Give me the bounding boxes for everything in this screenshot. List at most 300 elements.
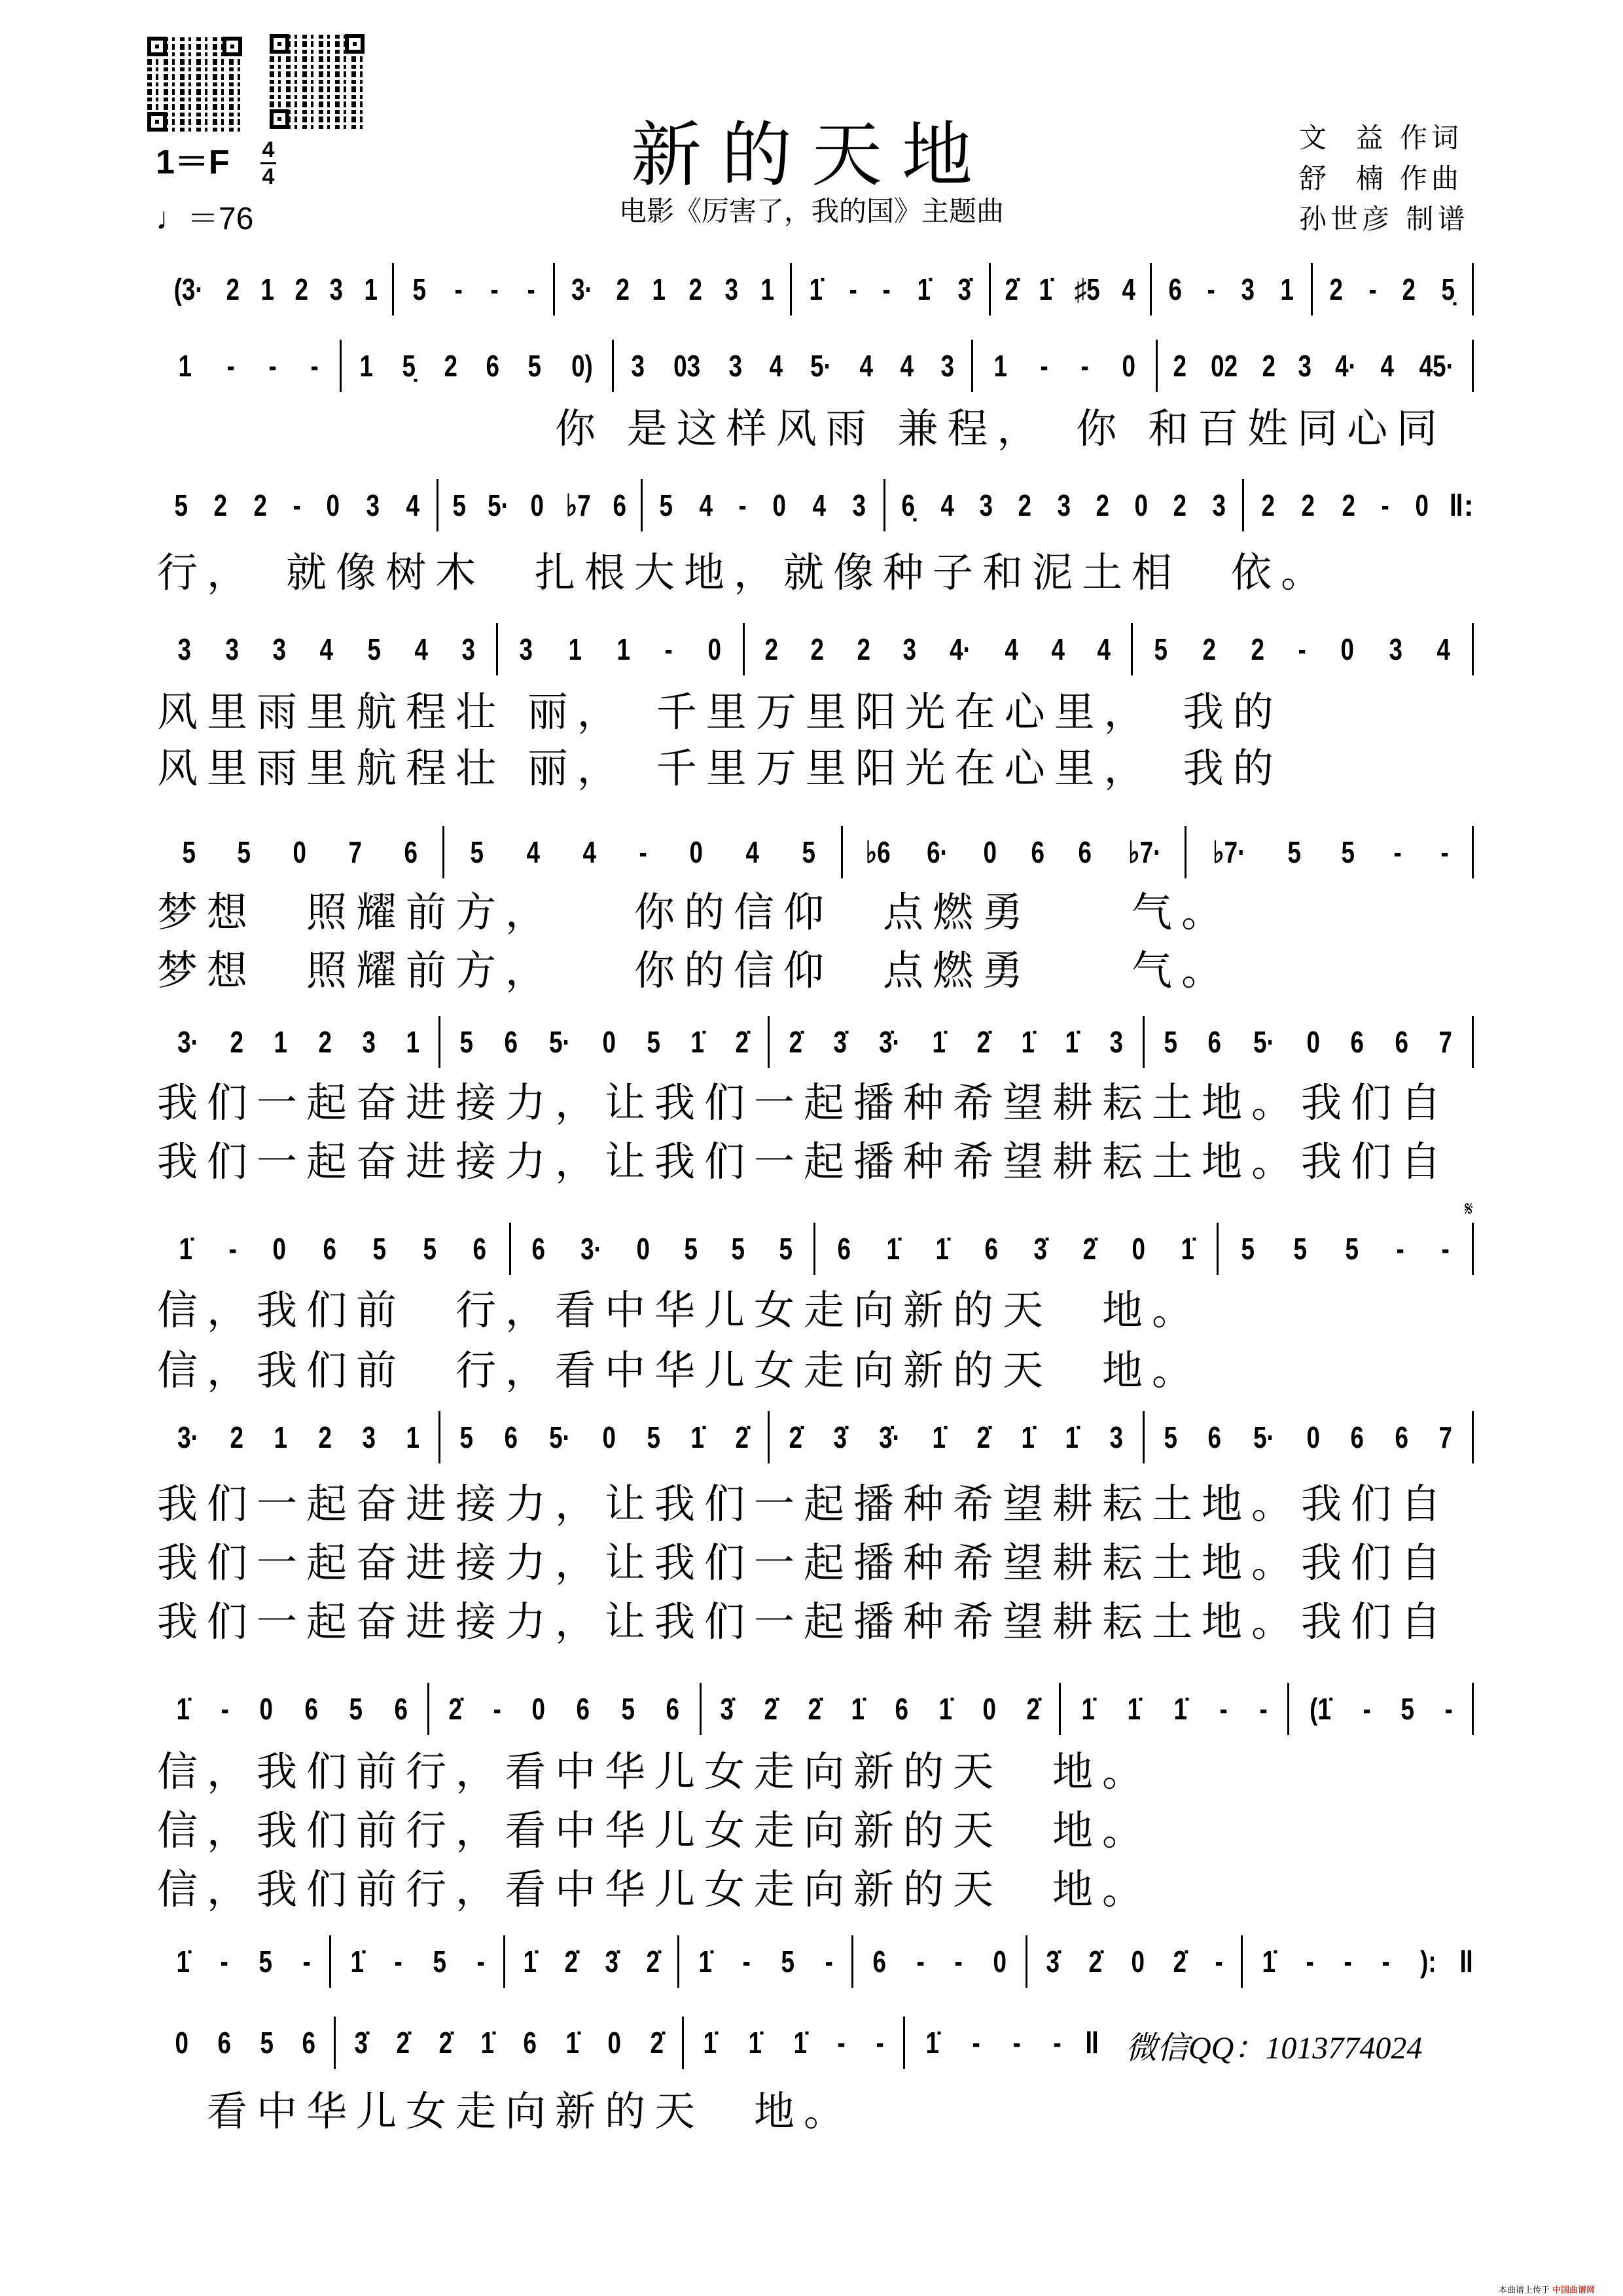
note: 1̇ [1081, 1692, 1095, 1726]
note: 1̇ [938, 1692, 953, 1726]
note: 5· [488, 488, 510, 522]
note: 3 [1389, 632, 1402, 666]
note: 3 [1212, 488, 1226, 522]
song-title: 新的天地 [630, 115, 992, 196]
lyric-line: 我们一起奋进接力，让我们一起播种希望耕耘土地。我们自 [157, 1138, 1451, 1185]
note: 3̇ [957, 272, 971, 306]
note: 1̇ [1127, 1692, 1141, 1726]
note: 3̇ [1033, 1232, 1048, 1266]
note: 1̇ [932, 1420, 946, 1454]
note: 4 [582, 835, 597, 869]
note: 5 [1154, 632, 1168, 666]
lyric-line: 我们一起奋进接力，让我们一起播种希望耕耘土地。我们自 [157, 1539, 1451, 1587]
note: 1̇ [809, 272, 823, 306]
note: 2 [1261, 488, 1275, 522]
note: 2̇ [976, 1420, 990, 1454]
note: 3 [329, 272, 343, 306]
note: - [1441, 1232, 1450, 1266]
note: 6 [1078, 835, 1092, 869]
note: 3̇ [605, 1945, 619, 1979]
note: 0 [772, 488, 787, 522]
note: - [1368, 272, 1377, 306]
composer-credit: 舒 楠 作曲 [1299, 162, 1463, 194]
note: 0 [602, 1025, 616, 1059]
note: 0 [293, 835, 307, 869]
measure [440, 1411, 770, 1463]
note: 4 [1380, 349, 1394, 383]
note: - [1012, 2026, 1022, 2060]
note: 2 [1096, 488, 1109, 522]
measure [498, 623, 744, 675]
note: 1 [1280, 272, 1294, 306]
note: 3 [940, 349, 954, 383]
note: 7 [348, 835, 363, 869]
note: 2 [1302, 488, 1315, 522]
measure [991, 263, 1152, 315]
song-subtitle: 电影《厉害了，我的国》主题曲 [618, 195, 1004, 227]
note: 5 [647, 1420, 660, 1454]
measure [815, 1223, 1219, 1275]
note: - [1040, 349, 1049, 383]
note: - [1444, 1692, 1454, 1726]
note: 2̇ [1088, 1945, 1102, 1979]
note: - [1215, 1945, 1224, 1979]
score-row [157, 263, 1474, 315]
note: 0 [1122, 349, 1135, 383]
lyric-line: 信，我们前 行，看中华儿女走向新的天 地。 [157, 1346, 1202, 1394]
note: 2 [213, 488, 228, 522]
note: 1̇ [565, 2026, 579, 2060]
note: 1̇ [690, 1025, 705, 1059]
note: 02 [1211, 349, 1238, 383]
note: - [738, 488, 747, 522]
note: 3̇· [879, 1420, 901, 1454]
measure [1152, 263, 1313, 315]
note: - [1219, 1692, 1228, 1726]
note: - [1382, 1945, 1390, 1979]
note: 0 [175, 2026, 189, 2060]
note: 2 [1018, 488, 1032, 522]
note: 1̇ [523, 1945, 537, 1979]
score-row [157, 1683, 1474, 1735]
note: 2̇ [735, 1420, 749, 1454]
measure [336, 2017, 684, 2069]
note: - [838, 2026, 846, 2060]
note: - [493, 1692, 501, 1726]
lyric-line: 梦想 照耀前方， 你的信仰 点燃勇 气。 [157, 888, 1232, 936]
note: 0 [689, 835, 703, 869]
lyric-line: 看中华儿女走向新的天 地。 [157, 2087, 854, 2135]
note: 3̇ [354, 2026, 368, 2060]
note: 5 [423, 1232, 437, 1266]
note: 4 [1097, 632, 1111, 666]
note: 2̇ [448, 1692, 463, 1726]
note: 2̇ [1082, 1232, 1097, 1266]
measure [157, 479, 438, 531]
note: 1̇ [177, 1692, 190, 1726]
note: 5 [1241, 1232, 1255, 1266]
note: - [1259, 1692, 1268, 1726]
note: 6 [404, 835, 418, 869]
note: 5 [527, 349, 542, 383]
measure [511, 1223, 815, 1275]
score-row [157, 340, 1474, 392]
note: 2 [230, 1025, 244, 1059]
note: 3 [362, 1420, 376, 1454]
note: 2̇ [646, 1945, 660, 1979]
time-signature-top: 4 [262, 137, 275, 162]
measure [745, 623, 1133, 675]
note: 5 [349, 1692, 363, 1726]
measure [643, 479, 885, 531]
note: 2̇ [438, 2026, 452, 2060]
note: 6 [504, 1025, 518, 1059]
measure [555, 263, 792, 315]
measure [440, 1016, 770, 1068]
note: 0 [531, 1692, 545, 1726]
lyric-line: 风里雨里航程壮 丽， 千里万里阳光在心里， 我的 [157, 688, 1283, 736]
note: 1̇ [1173, 1692, 1188, 1726]
note: 1̇ [698, 1945, 713, 1979]
measure [885, 479, 1245, 531]
note: 5 [1341, 835, 1355, 869]
note: 6 [577, 1692, 590, 1726]
note: 1 [260, 272, 274, 306]
note: 2̇ [789, 1025, 803, 1059]
note: 6 [473, 1232, 487, 1266]
note: 5 [1164, 1025, 1177, 1059]
note: 1 [360, 349, 374, 383]
note: 0 [530, 488, 544, 522]
note: 3· [177, 1420, 199, 1454]
note: - [1440, 835, 1449, 869]
note: 1 [568, 632, 582, 666]
note: 0 [707, 632, 721, 666]
footer-brand-logo: 中国曲谱网 [1552, 2286, 1596, 2295]
lyric-line: 你 是这样风雨 兼程， 你 和百姓同心同 [157, 404, 1447, 452]
note: 2 [1329, 272, 1344, 306]
note: 6· [927, 835, 948, 869]
measure [157, 1223, 511, 1275]
note: 3· [177, 1025, 199, 1059]
note: 0 [1340, 632, 1354, 666]
lyric-line: 信，我们前行，看中华儿女走向新的天 地。 [157, 1806, 1152, 1854]
note: - [1306, 1945, 1315, 1979]
score-row [157, 479, 1474, 531]
note: 3· [571, 272, 593, 306]
note: 2̇ [764, 1692, 777, 1726]
note: 1̇ [1065, 1025, 1079, 1059]
note: 1 [364, 272, 378, 306]
note: 4 [812, 488, 827, 522]
measure [157, 263, 394, 315]
note: 2 [1402, 272, 1416, 306]
note: 4 [1436, 632, 1451, 666]
note: - [221, 1692, 229, 1726]
note: 0) [571, 349, 593, 383]
measure [843, 826, 1186, 878]
note: 0 [1415, 488, 1429, 522]
note: - [1207, 272, 1216, 306]
note: - [220, 1945, 228, 1979]
note: 4· [1335, 349, 1357, 383]
note: 0 [259, 1692, 274, 1726]
note: 2̇ [789, 1420, 803, 1454]
measure [1133, 623, 1474, 675]
measure [770, 1411, 1145, 1463]
note: 2̇ [808, 1692, 821, 1726]
measure [1243, 1935, 1456, 1988]
note: 6 [302, 2026, 316, 2060]
measure [157, 1683, 429, 1735]
note: 3 [852, 488, 866, 522]
note: 0 [982, 1692, 996, 1726]
note: 3 [461, 632, 476, 666]
note: 3· [580, 1232, 602, 1266]
time-signature [260, 139, 276, 188]
note: 1̇ [748, 2026, 762, 2060]
note: 2̇ [976, 1025, 990, 1059]
note: 2 [1262, 349, 1276, 383]
lyricist-credit: 文 益 作词 [1299, 122, 1463, 154]
note: 6 [323, 1232, 336, 1266]
measure [1158, 340, 1474, 392]
note: - [1363, 1692, 1371, 1726]
note: 5 [659, 488, 673, 522]
repeat-barline: ‖ [1459, 1945, 1474, 1979]
score-row [157, 826, 1474, 878]
measure [157, 1411, 440, 1463]
note: 1̇ [481, 2026, 495, 2060]
score-row [157, 1935, 1474, 1988]
measure [1313, 263, 1474, 315]
note: 6 [1350, 1420, 1364, 1454]
note: 2̇ [564, 1945, 578, 1979]
note: 1 [274, 1025, 288, 1059]
note: 0 [602, 1420, 616, 1454]
note: 6 [1031, 835, 1044, 869]
note: 5 [781, 1945, 794, 1979]
note: 1 [178, 349, 192, 383]
note: 1̇ [1181, 1232, 1195, 1266]
measure [429, 1683, 702, 1735]
note: - [293, 488, 301, 522]
note: - [1080, 349, 1089, 383]
note: 5 [779, 1232, 793, 1266]
note: 4 [1005, 632, 1019, 666]
arranger-credit: 孙世彦 制谱 [1299, 203, 1469, 235]
measure [1145, 1016, 1474, 1068]
note: 4· [950, 632, 972, 666]
measure [438, 479, 643, 531]
note: - [1053, 2026, 1062, 2060]
measure [770, 1016, 1145, 1068]
note: 4 [859, 349, 874, 383]
measure [157, 2017, 336, 2069]
note: 03 [673, 349, 700, 383]
note: 5̣ [1441, 272, 1455, 306]
note: - [882, 272, 891, 306]
note: 4 [900, 349, 914, 383]
note: 3 [1298, 349, 1312, 383]
note: 0 [993, 1945, 1007, 1979]
note: - [268, 349, 277, 383]
note: 4 [414, 632, 428, 666]
measure [444, 826, 843, 878]
note: 5 [684, 1232, 698, 1266]
note: 5 [182, 835, 196, 869]
note: 4 [1051, 632, 1065, 666]
note: 1 [274, 1420, 288, 1454]
note: 0 [326, 488, 340, 522]
note: 5· [549, 1025, 571, 1059]
note: 5 [412, 272, 426, 306]
note: 5 [1400, 1692, 1415, 1726]
note: - [490, 272, 499, 306]
note: 2̇ [1173, 1945, 1187, 1979]
note: 1̇ [935, 1232, 949, 1266]
note: 1 [406, 1420, 419, 1454]
measure [1061, 1683, 1289, 1735]
note: 0 [1306, 1420, 1320, 1454]
note: 2 [318, 1420, 332, 1454]
note: - [639, 835, 647, 869]
note: 3 [902, 632, 917, 666]
note: 1̇ [1262, 1945, 1276, 1979]
note: 6 [1208, 1420, 1222, 1454]
note: 0 [1132, 1232, 1146, 1266]
measure [157, 1935, 331, 1988]
note: - [1298, 632, 1307, 666]
note: 2 [253, 488, 268, 522]
note: - [454, 272, 463, 306]
note: 2 [616, 272, 630, 306]
measure [157, 826, 444, 878]
note: 3 [225, 632, 239, 666]
note: 6 [486, 349, 500, 383]
note: 5 [367, 632, 381, 666]
time-signature-bottom: 4 [262, 164, 275, 189]
note: 4 [699, 488, 713, 522]
note: - [476, 1945, 485, 1979]
measure [157, 1016, 440, 1068]
note: ♭7· [1212, 835, 1245, 869]
note: 4 [526, 835, 541, 869]
measure [1289, 1683, 1474, 1735]
segno-sign: 𝄋 [1465, 1198, 1473, 1221]
note: 7 [1438, 1025, 1453, 1059]
note: - [1381, 488, 1389, 522]
note: 3 [272, 632, 286, 666]
note: 2 [318, 1025, 332, 1059]
measure [157, 340, 342, 392]
note: 6 [1350, 1025, 1364, 1059]
note: 45· [1419, 349, 1454, 383]
lyric-line: 行， 就像树木 扎根大地，就像种子和泥土相 依。 [157, 548, 1331, 596]
note: 6 [394, 1692, 408, 1726]
measure [394, 263, 555, 315]
note: 5 [238, 835, 251, 869]
lyric-line: 信，我们前行，看中华儿女走向新的天 地。 [157, 1748, 1152, 1795]
contact-info: 微信QQ：1013774024 [1126, 2031, 1423, 2066]
note: 3 [177, 632, 192, 666]
note: - [876, 2026, 884, 2060]
note: 4 [769, 349, 783, 383]
note: 5 [459, 1025, 474, 1059]
note: - [954, 1945, 963, 1979]
note: 6 [304, 1692, 318, 1726]
note: 0 [983, 835, 997, 869]
measure [614, 340, 973, 392]
note: 1̇ [932, 1025, 946, 1059]
lyric-line: 我们一起奋进接力，让我们一起播种希望耕耘土地。我们自 [157, 1480, 1451, 1528]
note: 2 [857, 632, 870, 666]
note: 3 [366, 488, 380, 522]
note: 3 [1241, 272, 1255, 306]
note: 1̇ [704, 2026, 717, 2060]
note: 2̇ [650, 2026, 664, 2060]
note: 3 [1109, 1420, 1124, 1454]
note: - [742, 1945, 751, 1979]
score-row [157, 1411, 1474, 1463]
note: 7 [1438, 1420, 1453, 1454]
lyric-line: 风里雨里航程壮 丽， 千里万里阳光在心里， 我的 [157, 744, 1283, 792]
note: 5 [1287, 835, 1302, 869]
repeat-barline: ‖: [1448, 488, 1474, 522]
measure [973, 340, 1158, 392]
note: 3̇ [833, 1420, 847, 1454]
note: 3̇ [1046, 1945, 1060, 1979]
note: 1 [406, 1025, 419, 1059]
note: 2 [1173, 488, 1187, 522]
score-row [157, 1223, 1474, 1275]
note: 6 [1208, 1025, 1222, 1059]
repeat-barline: ‖ [1084, 2026, 1100, 2060]
note: 1̇ [690, 1420, 705, 1454]
note: 5 [470, 835, 484, 869]
note: 5 [174, 488, 188, 522]
note: 6 [1395, 1025, 1408, 1059]
note: 6 [837, 1232, 851, 1266]
note: - [527, 272, 535, 306]
note: 4 [940, 488, 954, 522]
note: 5 [452, 488, 467, 522]
note: 2 [444, 349, 457, 383]
measure [1244, 479, 1446, 531]
note: 3 [979, 488, 993, 522]
note: 6 [873, 1945, 887, 1979]
note: 5 [260, 2026, 274, 2060]
note: 1 [616, 632, 631, 666]
note: 0 [1306, 1025, 1320, 1059]
note: 1̇ [176, 1945, 190, 1979]
note: 0 [272, 1232, 287, 1266]
note: 1 [652, 272, 666, 306]
note: 1̇ [793, 2026, 807, 2060]
note: 5 [621, 1692, 635, 1726]
score-row [157, 1016, 1474, 1068]
lyric-line: 我们一起奋进接力，让我们一起播种希望耕耘土地。我们自 [157, 1598, 1451, 1645]
score-row [157, 623, 1474, 675]
lyric-line: 信，我们前行，看中华儿女走向新的天 地。 [157, 1865, 1152, 1913]
measure [702, 1683, 1061, 1735]
note: 5 [459, 1420, 474, 1454]
lyric-line: 梦想 照耀前方， 你的信仰 点燃勇 气。 [157, 946, 1232, 994]
measure [342, 340, 614, 392]
note: - [972, 2026, 981, 2060]
note: 5 [731, 1232, 745, 1266]
note: 2 [688, 272, 702, 306]
